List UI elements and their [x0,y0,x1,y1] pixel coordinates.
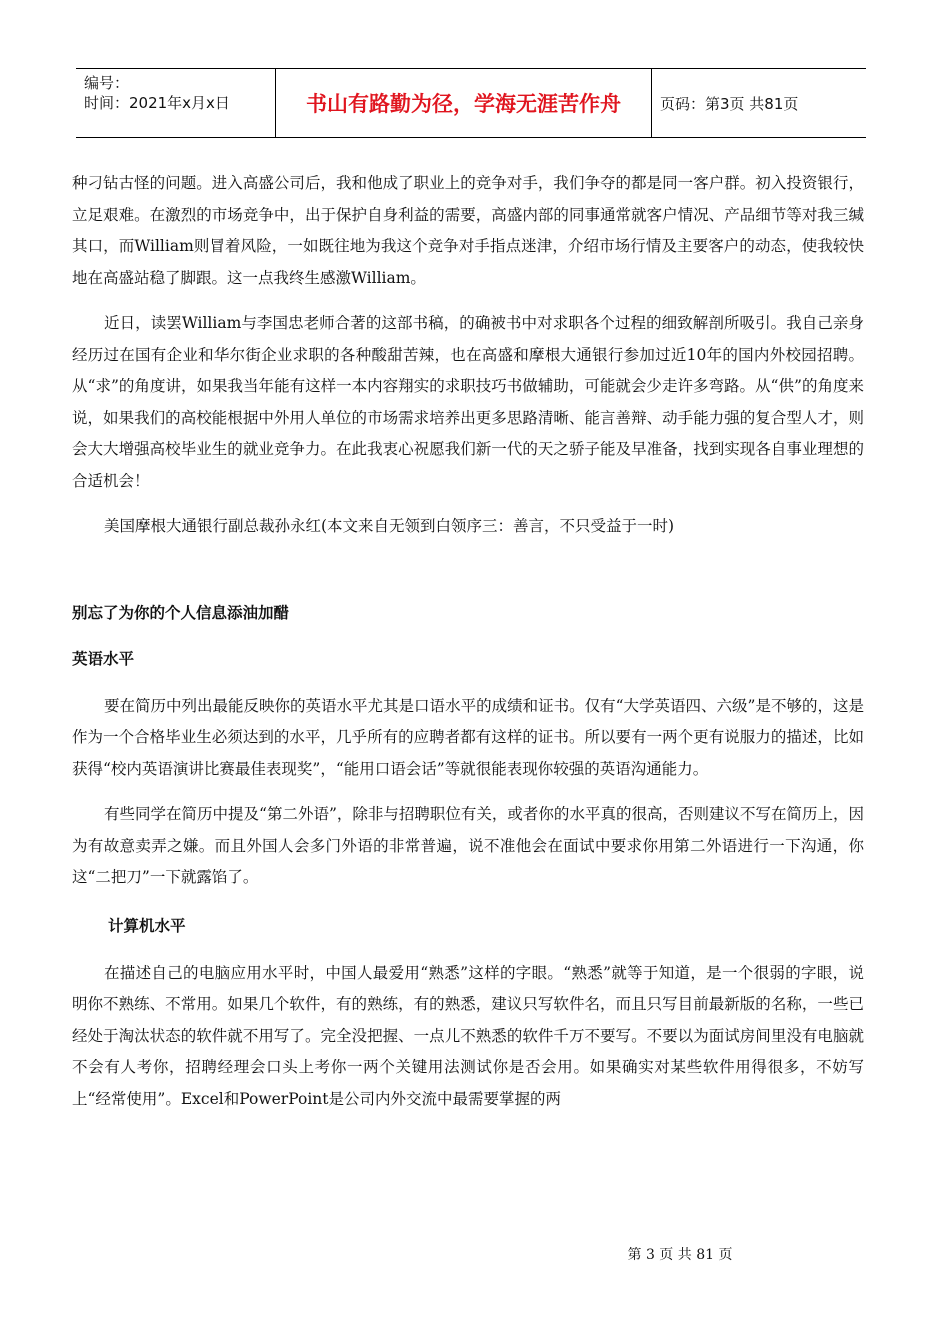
paragraph: 近日，读罢William与李国忠老师合著的这部书稿，的确被书中对求职各个过程的细致解剖所吸引。我自己亲身经历过在国有企业和华尔街企业求职的各种酸甜苦辣，也在高盛和摩根大通银行参加过近10年的国内外校园招聘。从“求”的角度讲，如果我当年能有这样一本内容翔实的求职技巧书做辅助，可能就会少走许多弯路。从“供”的角度来说，如果我们的高校能根据中外用人单位的市场需求培养出更多思路清晰、能言善辩、动手能力强的复合型人才，则会大大增强高校毕业生的就业竞争力。在此我衷心祝愿我们新一代的天之骄子能及早准备，找到实现各自事业理想的合适机会！ [72,314,864,490]
paragraph: 在描述自己的电脑应用水平时，中国人最爱用“熟悉”这样的字眼。“熟悉”就等于知道，是一个很弱的字眼，说明你不熟练、不常用。如果几个软件，有的熟练，有的熟悉，建议只写软件名，而且只写目前最新版的名称，一些已经处于淘汰状态的软件就不用写了。完全没把握、一点儿不熟悉的软件千万不要写。不要以为面试房间里没有电脑就不会有人考你，招聘经理会口头上考你一两个关键用法测试你是否会用。如果确实对某些软件用得很多，不妨写上“经常使用”。Excel和PowerPoint是公司内外交流中最需要掌握的两 [72,963,864,1108]
footer-page-number: 第 3 页 共 81 页 [627,1247,733,1263]
computer-heading: 计算机水平 [108,916,186,935]
paragraph: 种刁钻古怪的问题。进入高盛公司后，我和他成了职业上的竞争对手，我们争夺的都是同一客户群。初入投资银行，立足艰难。在激烈的市场竞争中，出于保护自身利益的需要，高盛内部的同事通常就客户情况、产品细节等对我三缄其口，而William则冒着风险，一如既往地为我这个竞争对手指点迷津，介绍市场行情及主要客户的动态，使我较快地在高盛站稳了脚跟。这一点我终生感激William。 [72,174,864,287]
document-body [72,168,864,1115]
number-label: 编号： [84,74,130,92]
time-label: 时间：2021年x月x日 [84,94,230,112]
page-number-label: 页码：第3页 共81页 [660,94,799,113]
english-heading: 英语水平 [72,649,135,668]
paragraph: 要在简历中列出最能反映你的英语水平尤其是口语水平的成绩和证书。仅有“大学英语四、六级”是不够的，这是作为一个合格毕业生必须达到的水平，几乎所有的应聘者都有这样的证书。所以要有一两个更有说服力的描述，比如获得“校内英语演讲比赛最佳表现奖”，“能用口语会话”等就很能表现你较强的英语沟通能力。 [72,696,864,778]
header-info-cell [76,69,276,137]
signature-line: 美国摩根大通银行副总裁孙永红(本文来自无领到白领序三：善言，不只受益于一时) [104,517,675,535]
motto: 书山有路勤为径，学海无涯苦作舟 [276,69,652,137]
page-footer [0,1244,950,1264]
page-header [76,68,866,138]
section-title: 别忘了为你的个人信息添油加醋 [72,603,290,622]
paragraph: 有些同学在简历中提及“第二外语”，除非与招聘职位有关，或者你的水平真的很高，否则建议不写在简历上，因为有故意卖弄之嫌。而且外国人会多门外语的非常普遍，说不准他会在面试中要求你用第二外语进行一下沟通，你这“二把刀”一下就露馅了。 [72,805,864,886]
